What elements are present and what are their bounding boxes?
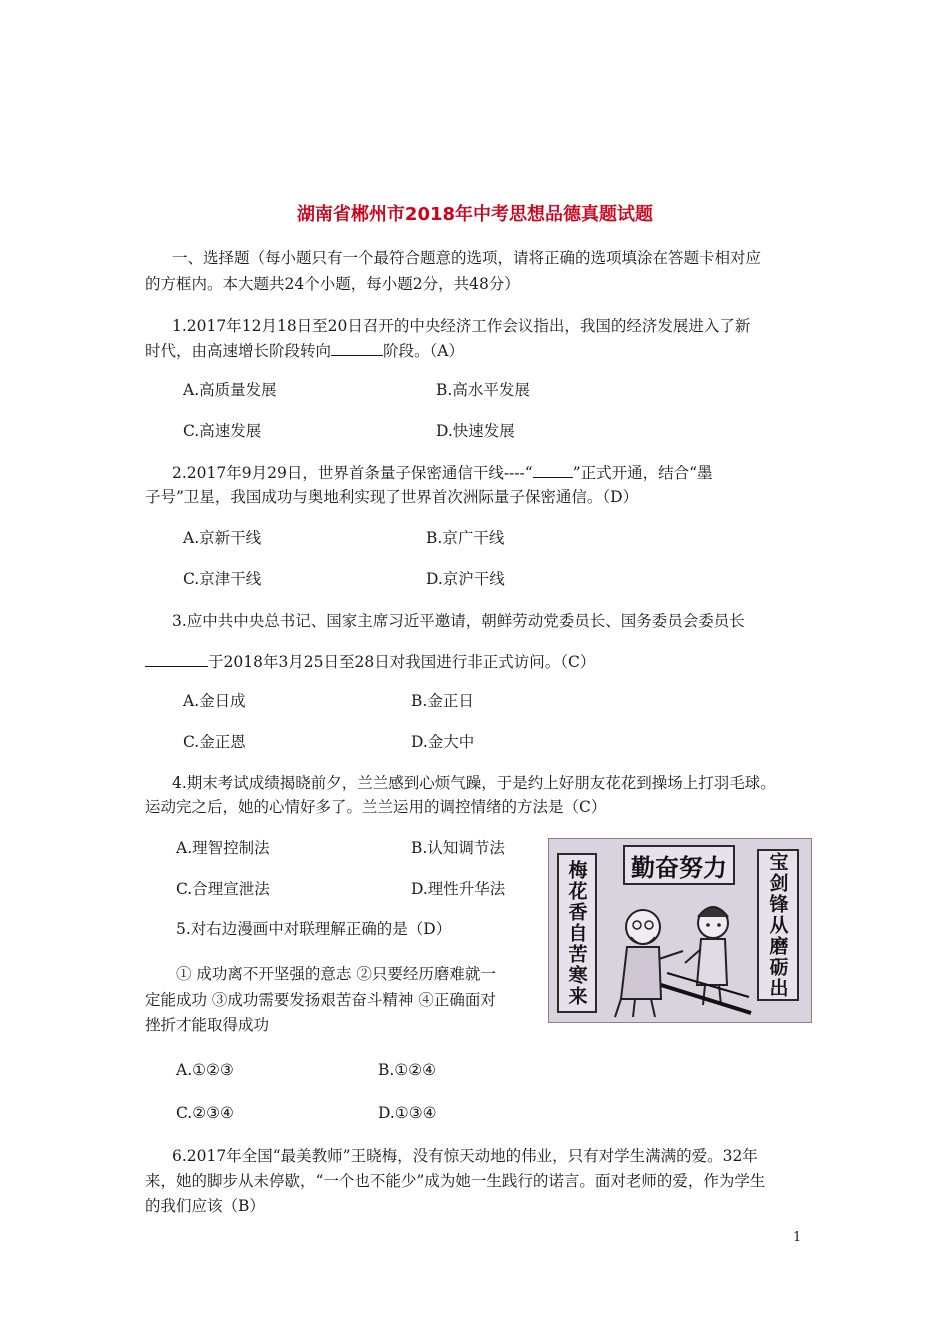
cartoon-right-scroll-text: 宝剑锋从磨砺出 <box>766 851 789 999</box>
q5-stem-line1: 5.对右边漫画中对联理解正确的是（D） <box>176 920 452 938</box>
q1-stem-text: 时代，由高速增长阶段转向 <box>145 342 332 360</box>
q2-stem-text-end: ”正式开通，结合“墨 <box>572 464 713 482</box>
cartoon-top-banner <box>623 845 735 885</box>
q1-stem-text-end: 阶段。（A） <box>383 342 464 360</box>
q6-stem-line3: 的我们应该（B） <box>145 1197 265 1215</box>
page-title: 湖南省郴州市2018年中考思想品德真题试题 <box>296 204 654 225</box>
q5-option-d: D.①③④ <box>378 1104 437 1122</box>
cartoon-top-banner-text: 勤奋努力 <box>631 853 727 882</box>
q3-stem-line2 <box>145 650 595 674</box>
old-man-head <box>626 910 660 944</box>
q5-stem-line4: 挫折才能取得成功 <box>145 1016 270 1034</box>
page-number: 1 <box>793 1230 802 1245</box>
q3-option-b: B.金正日 <box>411 692 474 710</box>
cartoon-right-scroll <box>757 849 799 1001</box>
q3-option-d: D.金大中 <box>411 733 475 751</box>
q3-option-c: C.金正恩 <box>183 733 246 751</box>
q2-answer-blank <box>533 461 573 478</box>
child-body <box>697 939 727 985</box>
q5-stem-line3: 定能成功 ③成功需要发扬艰苦奋斗精神 ④正确面对 <box>145 991 496 1009</box>
pointer-stick <box>661 985 751 1013</box>
q5-option-c: C.②③④ <box>176 1104 234 1122</box>
q3-option-a: A.金日成 <box>183 692 246 710</box>
q1-stem-line2 <box>145 339 464 363</box>
q5-option-b: B.①②④ <box>378 1061 437 1079</box>
q4-option-a: A.理智控制法 <box>176 839 270 857</box>
q2-stem-line2: 子号”卫星，我国成功与奥地利实现了世界首次洲际量子保密通信。（D） <box>145 488 639 506</box>
q5-stem-line2: ① 成功离不开坚强的意志 ②只要经历磨难就一 <box>176 965 496 983</box>
q1-option-a: A.高质量发展 <box>183 381 277 399</box>
q4-stem-line1: 4.期末考试成绩揭晓前夕，兰兰感到心烦气躁，于是约上好朋友花花到操场上打羽毛球。 <box>172 774 776 792</box>
q2-option-a: A.京新干线 <box>183 529 262 547</box>
q6-stem-line1: 6.2017年全国“最美教师”王晓梅，没有惊天动地的伟业，只有对学生满满的爱。32年 <box>172 1147 758 1165</box>
section-intro-line2: 的方框内。本大题共24个小题，每小题2分，共48分） <box>145 275 520 293</box>
q3-stem-text: 于2018年3月25日至28日对我国进行非正式访问。（C） <box>208 653 596 671</box>
q3-stem-line1: 3.应中共中央总书记、国家主席习近平邀请，朝鲜劳动党委员长、国务委员会委员长 <box>172 612 745 630</box>
q1-answer-blank <box>331 339 383 356</box>
q2-option-c: C.京津干线 <box>183 570 262 588</box>
q2-option-b: B.京广干线 <box>426 529 505 547</box>
q4-stem-line2: 运动完之后，她的心情好多了。兰兰运用的调控情绪的方法是（C） <box>145 798 607 816</box>
q2-option-d: D.京沪干线 <box>426 570 505 588</box>
q2-stem-text: 2.2017年9月29日，世界首条量子保密通信干线----“ <box>172 464 533 482</box>
section-intro-line1: 一、选择题（每小题只有一个最符合题意的选项，请将正确的选项填涂在答题卡相对应 <box>172 249 762 267</box>
q5-option-a: A.①②③ <box>176 1061 234 1079</box>
cartoon-left-scroll <box>557 853 597 1013</box>
cartoon-illustration <box>548 838 812 1023</box>
q6-stem-line2: 来，她的脚步从未停歇，“一个也不能少”成为她一生践行的诺言。面对老师的爱，作为学生 <box>145 1172 766 1190</box>
cartoon-figures-drawing <box>601 889 757 1021</box>
q1-option-d: D.快速发展 <box>436 422 515 440</box>
cartoon-left-scroll-text: 梅花香自苦寒来 <box>565 859 588 1007</box>
q4-option-c: C.合理宣泄法 <box>176 880 270 898</box>
q1-stem-line1: 1.2017年12月18日至20日召开的中央经济工作会议指出，我国的经济发展进入了新 <box>172 317 751 335</box>
q1-option-c: C.高速发展 <box>183 422 262 440</box>
old-man-body <box>621 947 661 999</box>
q4-option-d: D.理性升华法 <box>411 880 506 898</box>
q3-answer-blank <box>145 650 208 667</box>
q4-option-b: B.认知调节法 <box>411 839 505 857</box>
q2-stem-line1 <box>172 461 713 485</box>
q1-option-b: B.高水平发展 <box>436 381 530 399</box>
